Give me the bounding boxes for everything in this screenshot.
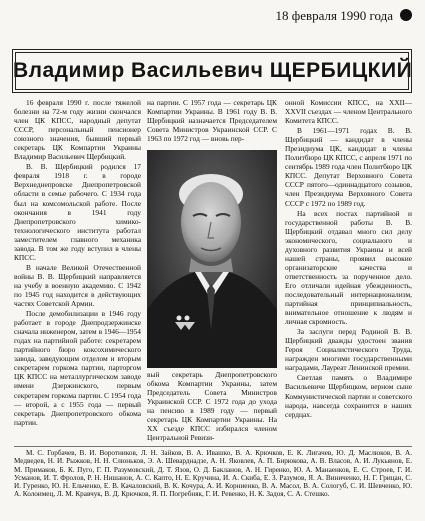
paragraph: онной Комиссии КПСС, на XXII—XXVII съездах — членом Центрального Комитета КПСС. — [285, 98, 412, 126]
paragraph: 16 февраля 1990 г. после тяжелой болезни на 72-м году жизни скончался член ЦК КПСС, народный депутат СССР, персональный пенсионер союзного значения, бывший первый секретарь ЦК Компартии Украины Владимир Васильевич Щербицкий. — [14, 98, 141, 162]
divider — [14, 446, 412, 447]
portrait-photo — [147, 150, 277, 368]
paragraph: В 1961—1971 годах В. В. Щербицкий — кандидат в члены Президиума ЦК, кандидат в члены Политбюро ЦК КПСС, с апреля 1971 по сентябрь 1989 года член Политбюро ЦК КПСС. Депутат Верховного Совета СССР пятого—одиннадцатого созывов, член Президиума Верховного Совета СССР с 1972 по 1989 год. — [285, 126, 412, 208]
paragraph: Светлая память о Владимире Васильевиче Щербицком, верном сыне Коммунистической партии и советского народа, навсегда сохранится в наших сердцах. — [285, 373, 412, 419]
paragraph: За заслуги перед Родиной В. В. Щербицкий дважды удостоен звания Героя Социалистического Труда, награжден многими государственными наградами, Лауреат Ленинской премии. — [285, 327, 412, 373]
article-column-left — [14, 98, 141, 436]
paragraph: В начале Великой Отечественной войны В. В. Щербицкий направляется на учебу в военную академию. С 1942 по 1945 год находится в действующих частях Советской Армии. — [14, 262, 141, 309]
issue-date: 18 февраля 1990 года — [275, 8, 393, 23]
paragraph: В. В. Щербицкий родился 17 февраля 1918 г. в городе Верхнеднепровске Днепропетровской области в семье рабочего. С 1934 года был на комсомольской работе. После окончания в 1941 году Днепропетровского химико-технологического института работал заместителем главного механика завода. В том же году вступил в члены КПСС. — [14, 162, 141, 262]
article-column-middle-top — [147, 98, 277, 148]
obituary-headline: Владимир Васильевич ЩЕРБИЦКИЙ — [13, 59, 413, 82]
article-column-middle-bottom — [147, 370, 277, 445]
paragraph: На всех постах партийной и государственной работы В. В. Щербицкий отдавал много сил делу экономического, социального и духовного развития Украины и всей нашей страны, проявил высокие организаторские качества и ответственность за порученное дело. Его отличали идейная убежденность, последовательный интернационализм, партийная принципиальность, внимательное отношение к людям и личная скромность. — [285, 208, 412, 327]
headline-frame — [12, 49, 412, 93]
portrait-image — [147, 150, 277, 368]
paragraph: на партии. С 1957 года — секретарь ЦК Компартии Украины. В 1961 году В. В. Щербицкий назначается Председателем Совета Министров Украинской ССР. С 1963 по 1972 год — вновь пер- — [147, 98, 277, 144]
signatories-text: М. С. Горбачев, В. И. Воротников, Л. Н. Зайков, В. А. Ивашко, В. А. Крючков, Е. К. Лигачев, Ю. Д. Маслюков, В. А. Медведев, Н. И. Рыжков, Н. Н. Слюньков, Э. А. Шеварднадзе, А. Н. Яковлев, А. П. Бирюкова, А. В. Власов, А. И. Лукьянов, Е. М. Примаков, Б. К. Пуго, Г. П. Разумовский, Д. Т. Язов, О. Д. Бакланов, А. Н. Гиренко, Ю. А. Манаенков, Е. С. Строев, Г. И. Усманов, И. Т. Фролов, Р. Н. Нишанов, А. С. Капто, Н. Е. Кручина, И. А. Скиба, Е. З. Разумов, Я. А. Виниченко, Н. Г. Грицан, С. И. Гуренко, Ю. Н. Ельченко, Е. В. Качаловский, В. К. Кочура, А. И. Корниенко, В. А. Масол, В. А. Сологуб, С. И. Шевченко, Ю. А. Колоимец, Л. М. Кравчук, В. Д. Крючков, Я. П. Погребняк, Г. И. Ревенко, Н. К. Задоя, С. А. Стешко. — [14, 449, 412, 499]
paragraph: вый секретарь Днепропетровского обкома Компартии Украины, затем Председатель Совета Министров Украинской ССР. С 1972 года до ухода на пенсию в 1989 году — первый секретарь ЦК Компартии Украины. На XX съезде КПСС избирался членом Центральной Ревизи- — [147, 370, 277, 443]
article-column-right — [285, 98, 412, 436]
paragraph: После демобилизации в 1946 году работает в городе Днепродзержинске сначала инженером, затем в 1946—1954 годах на партийной работе: секретарем партийного бюро коксохимического завода, заведующим отделом и вторым секретарем горкома партии, парторгом ЦК КПСС на металлургическом заводе имени Дзержинского, первым секретарем горкома партии. С 1954 года — второй, а с 1955 года — первый секретарь Днепропетровского обкома партии. — [14, 309, 141, 427]
bullet-icon — [400, 9, 412, 21]
signatories-list — [14, 449, 412, 519]
